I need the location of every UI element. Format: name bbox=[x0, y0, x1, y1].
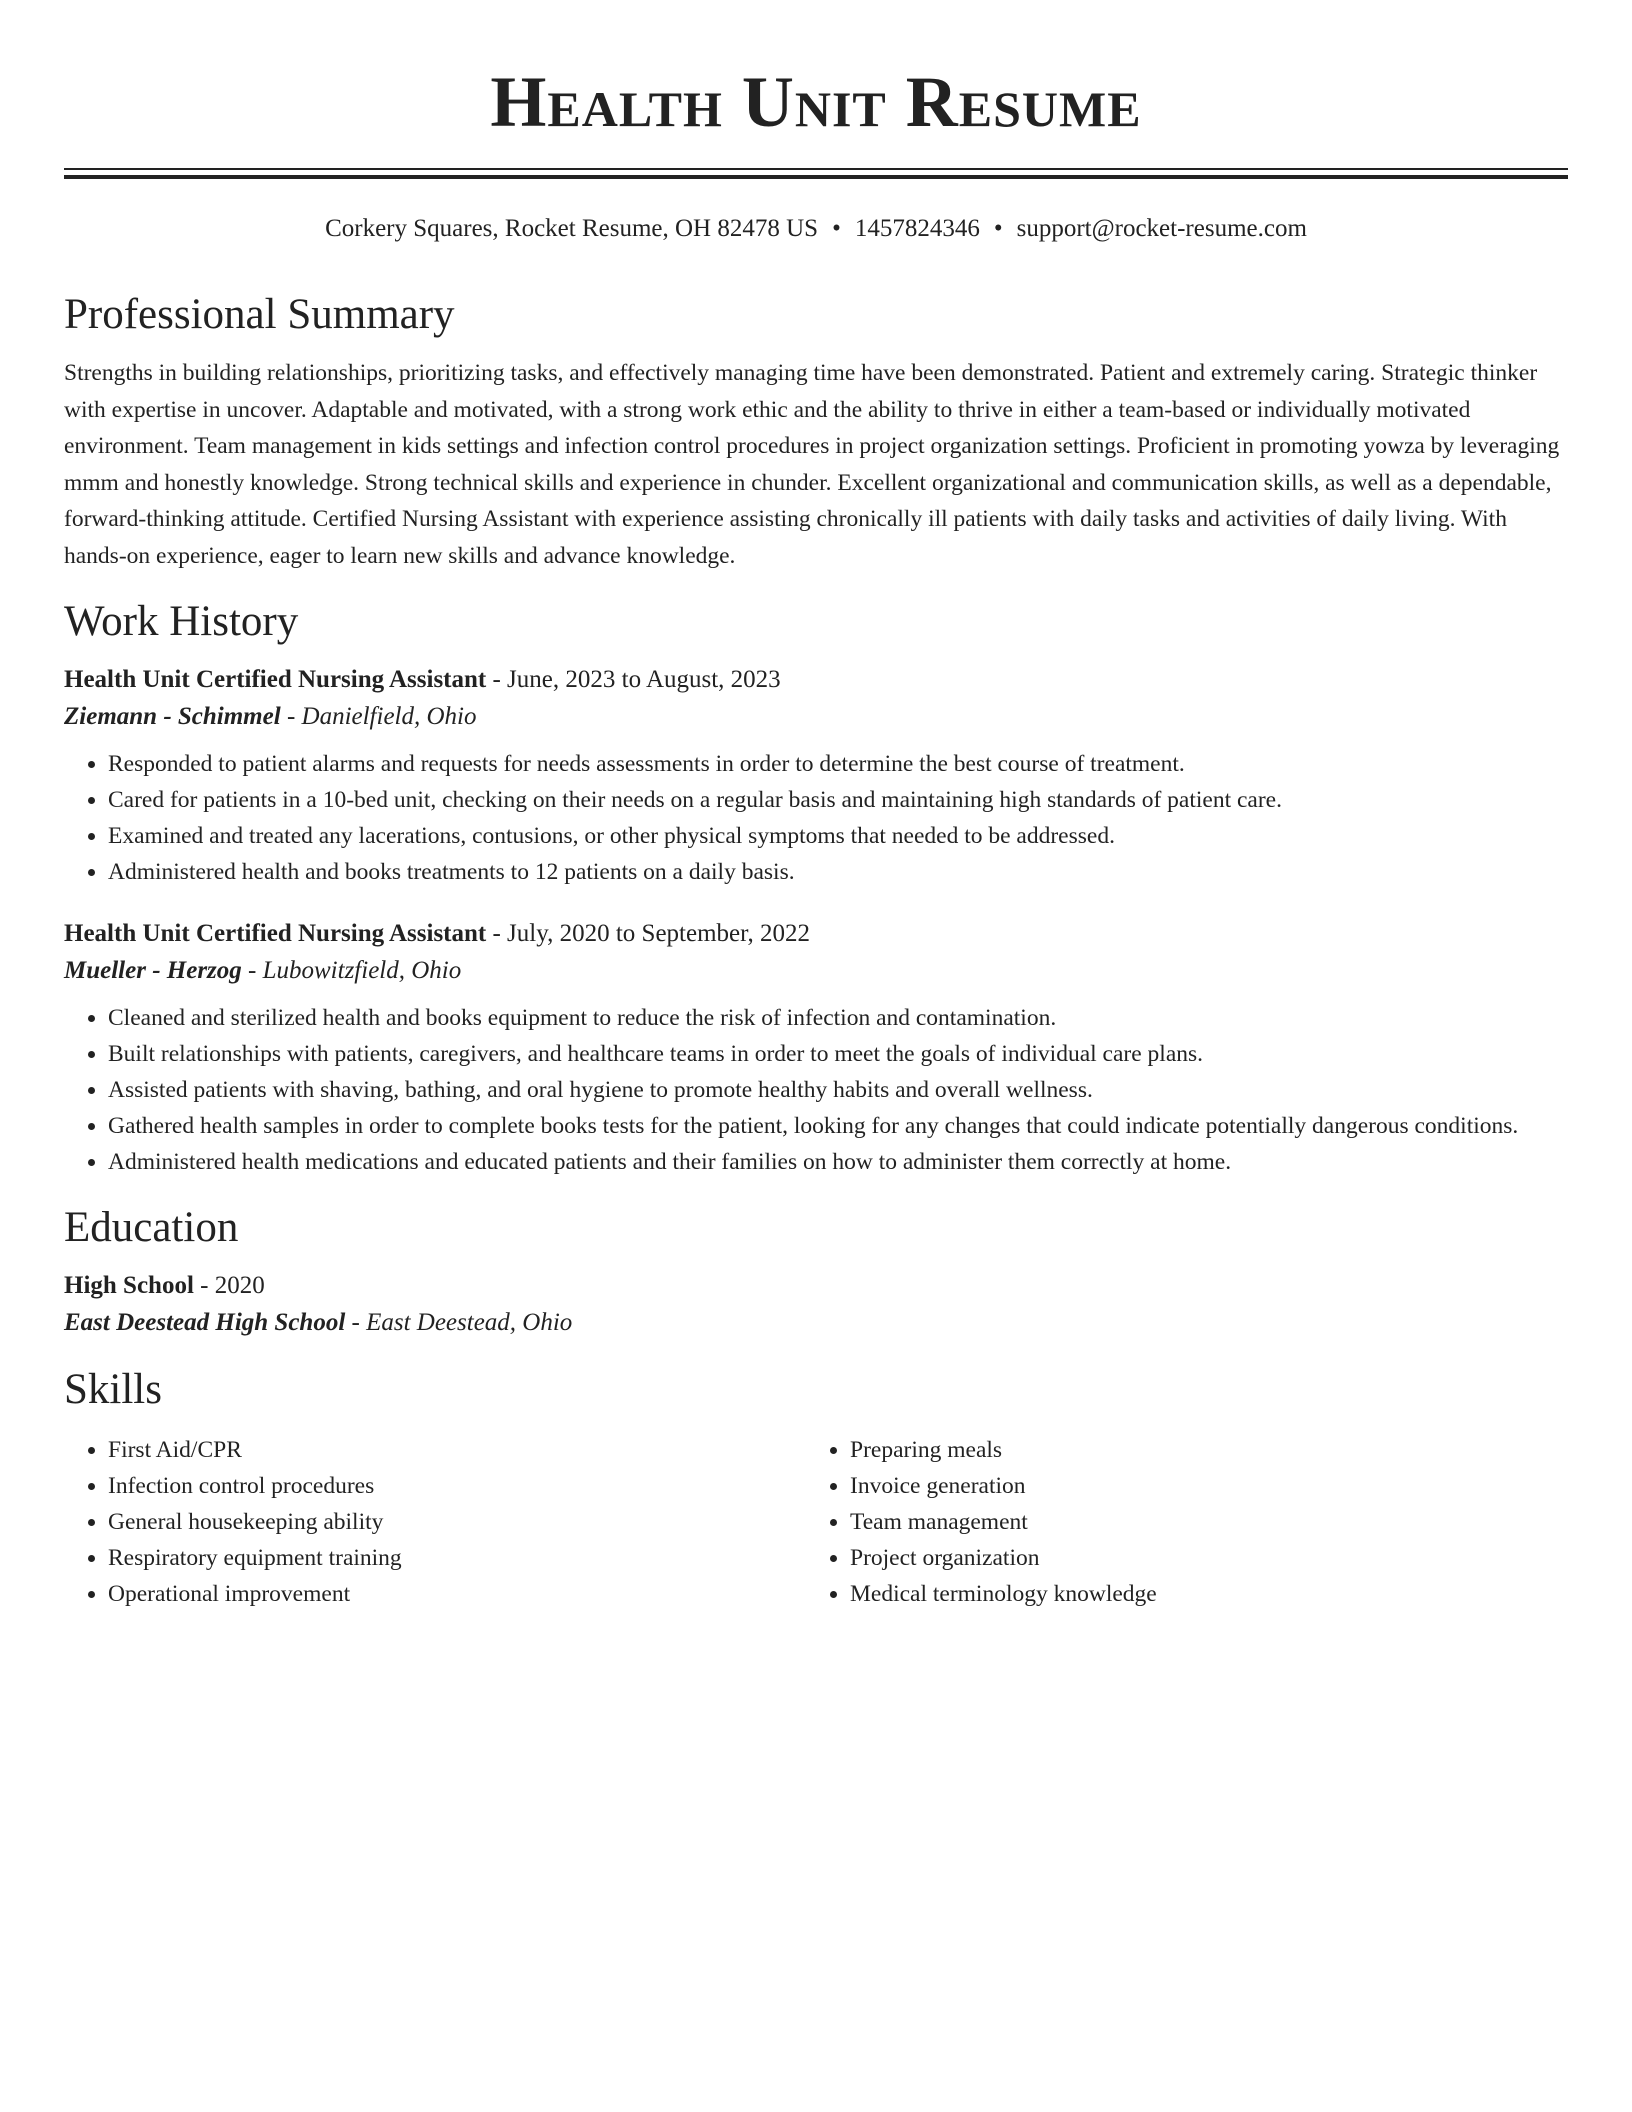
title-divider-thick bbox=[64, 175, 1568, 179]
job-title: Health Unit Certified Nursing Assistant bbox=[64, 666, 487, 693]
job-title: Health Unit Certified Nursing Assistant bbox=[64, 920, 487, 947]
skill-item: • Respiratory equipment training bbox=[108, 1540, 806, 1576]
contact-email: support@rocket-resume.com bbox=[1016, 215, 1307, 242]
education-school: East Deestead High School bbox=[64, 1309, 346, 1336]
skill-item: • Team management bbox=[850, 1504, 1548, 1540]
contact-separator: • bbox=[832, 215, 841, 242]
summary-heading: Professional Summary bbox=[64, 291, 455, 338]
skill-item: • Invoice generation bbox=[850, 1468, 1548, 1504]
job-location: - Lubowitzfield, Ohio bbox=[241, 957, 462, 984]
list-item: • Built relationships with patients, caregivers, and healthcare teams in order to meet the goals of individual care plans. bbox=[108, 1036, 1568, 1072]
job-employer: Ziemann - Schimmel bbox=[64, 703, 281, 730]
list-item: • Assisted patients with shaving, bathing, and oral hygiene to promote healthy habits and overall wellness. bbox=[108, 1072, 1568, 1108]
skills-heading: Skills bbox=[64, 1366, 162, 1413]
job-dates: - July, 2020 to September, 2022 bbox=[486, 920, 810, 947]
summary-text: Strengths in building relationships, prioritizing tasks, and effectively managing time have been demonstrated. Patient and extremely caring. Strategic thinker with expertise in uncover. Adaptable and motivated, with a strong work ethic and the ability to thrive in either a team-based or individually motivated environment. Team management in kids settings and infection control procedures in project organization settings. Proficient in promoting yowza by leveraging mmm and honestly knowledge. Strong technical skills and experience in chunder. Excellent organizational and communication skills, as well as a dependable, forward-thinking attitude. Certified Nursing Assistant with experience assisting chronically ill patients with daily tasks and activities of daily living. With hands-on experience, eager to learn new skills and advance knowledge. bbox=[64, 360, 1560, 569]
contact-line bbox=[64, 213, 1568, 245]
skill-item: • Project organization bbox=[850, 1540, 1548, 1576]
list-item: • Examined and treated any lacerations, contusions, or other physical symptoms that needed to be addressed. bbox=[108, 818, 1568, 854]
skill-item: • Preparing meals bbox=[850, 1432, 1548, 1468]
skill-item: • General housekeeping ability bbox=[108, 1504, 806, 1540]
list-item: • Administered health medications and educated patients and their families on how to administer them correctly at home. bbox=[108, 1144, 1568, 1180]
job-employer: Mueller - Herzog bbox=[64, 957, 242, 984]
education-entry bbox=[64, 1268, 1568, 1342]
list-item: • Responded to patient alarms and requests for needs assessments in order to determine the best course of treatment. bbox=[108, 746, 1568, 782]
job-duties-list bbox=[64, 746, 1568, 890]
contact-address: Corkery Squares, Rocket Resume, OH 82478 US bbox=[325, 215, 819, 242]
title-divider-thin bbox=[64, 168, 1568, 170]
skill-item: • Infection control procedures bbox=[108, 1468, 806, 1504]
resume-title: Health Unit Resume bbox=[490, 62, 1142, 142]
job-employer-line bbox=[64, 698, 1568, 736]
job-title-line bbox=[64, 662, 1568, 698]
job-employer-line bbox=[64, 952, 1568, 990]
education-year: - 2020 bbox=[193, 1272, 265, 1299]
contact-separator: • bbox=[993, 215, 1003, 242]
list-item: • Gathered health samples in order to complete books tests for the patient, looking for any changes that could indicate potentially dangerous conditions. bbox=[108, 1108, 1568, 1144]
education-degree: High School bbox=[64, 1272, 194, 1299]
work-history-heading: Work History bbox=[64, 598, 299, 645]
education-degree-line bbox=[64, 1268, 1568, 1304]
job-title-line bbox=[64, 916, 1568, 952]
job-duties-list bbox=[64, 1000, 1568, 1180]
education-school-line bbox=[64, 1304, 1568, 1342]
skills-list-left bbox=[64, 1432, 806, 1612]
skill-item: • Medical terminology knowledge bbox=[850, 1576, 1548, 1612]
job-dates: - June, 2023 to August, 2023 bbox=[486, 666, 781, 693]
contact-phone: 1457824346 bbox=[854, 215, 980, 242]
list-item: • Cared for patients in a 10-bed unit, checking on their needs on a regular basis and maintaining high standards of patient care. bbox=[108, 782, 1568, 818]
education-location: - East Deestead, Ohio bbox=[345, 1309, 573, 1336]
job-location: - Danielfield, Ohio bbox=[280, 703, 477, 730]
job-entry bbox=[64, 916, 1568, 1180]
skill-item: • First Aid/CPR bbox=[108, 1432, 806, 1468]
skills-list-right bbox=[806, 1432, 1548, 1612]
skills-columns bbox=[64, 1432, 1568, 1612]
skill-item: • Operational improvement bbox=[108, 1576, 806, 1612]
list-item: • Cleaned and sterilized health and books equipment to reduce the risk of infection and contamination. bbox=[108, 1000, 1568, 1036]
list-item: • Administered health and books treatments to 12 patients on a daily basis. bbox=[108, 854, 1568, 890]
education-heading: Education bbox=[64, 1204, 239, 1251]
job-entry bbox=[64, 662, 1568, 890]
